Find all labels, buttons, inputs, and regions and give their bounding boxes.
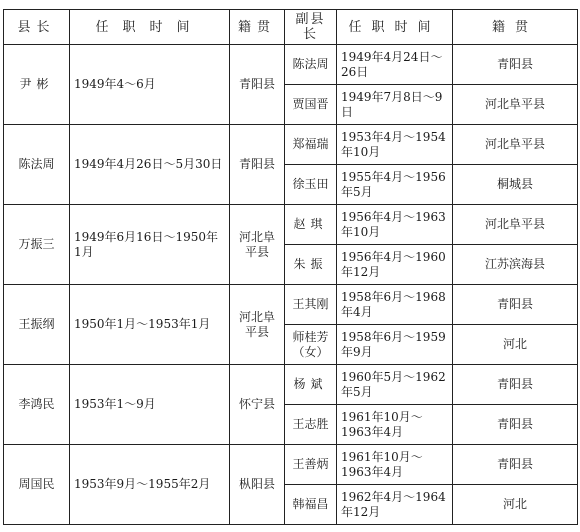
deputy-term: 1955年4月～1956年5月 [337,165,453,205]
deputy-term: 1956年4月～1963年10月 [337,205,453,245]
deputy-origin: 青阳县 [453,405,578,445]
deputy-term: 1961年10月～1963年4月 [337,405,453,445]
county-head-term: 1949年4月26日～5月30日 [70,125,230,205]
header-deputy-term: 任职时间 [337,10,453,45]
deputy-origin: 河北 [453,485,578,525]
deputy-term: 1953年4月～1954年10月 [337,125,453,165]
deputy-origin: 青阳县 [453,445,578,485]
deputy-name: 贾国晋 [285,85,337,125]
deputy-origin: 青阳县 [453,285,578,325]
table-row [4,285,578,325]
county-head-name: 万振三 [4,205,70,285]
header-row [4,10,578,45]
deputy-term: 1949年4月24日～26日 [337,45,453,85]
county-head-origin: 青阳县 [230,125,285,205]
county-head-term: 1953年1～9月 [70,365,230,445]
deputy-name: 王其刚 [285,285,337,325]
deputy-origin: 桐城县 [453,165,578,205]
county-head-origin: 怀宁县 [230,365,285,445]
deputy-term: 1958年6月～1968年4月 [337,285,453,325]
deputy-name: 朱振 [285,245,337,285]
deputy-name: 陈法周 [285,45,337,85]
county-head-name: 周国民 [4,445,70,525]
deputy-name: 杨斌 [285,365,337,405]
deputy-origin: 青阳县 [453,45,578,85]
table-row [4,45,578,85]
county-head-origin: 青阳县 [230,45,285,125]
header-deputy-origin: 籍贯 [453,10,578,45]
deputy-term: 1961年10月～1963年4月 [337,445,453,485]
deputy-name: 郑福瑞 [285,125,337,165]
table-row [4,365,578,405]
header-origin: 籍贯 [230,10,285,45]
county-head-name: 尹彬 [4,45,70,125]
header-deputy: 副县长 [285,10,337,45]
deputy-name: 韩福昌 [285,485,337,525]
county-head-term: 1950年1月～1953年1月 [70,285,230,365]
deputy-term: 1960年5月～1962年5月 [337,365,453,405]
county-head-name: 王振纲 [4,285,70,365]
deputy-name: 徐玉田 [285,165,337,205]
deputy-origin: 河北阜平县 [453,205,578,245]
county-head-term: 1949年4～6月 [70,45,230,125]
deputy-term: 1956年4月～1960年12月 [337,245,453,285]
county-head-origin: 河北阜平县 [230,285,285,365]
county-head-name: 陈法周 [4,125,70,205]
table-row [4,205,578,245]
deputy-name: 师桂芳（女） [285,325,337,365]
deputy-origin: 河北阜平县 [453,125,578,165]
header-county-head: 县长 [4,10,70,45]
deputy-name: 王志胜 [285,405,337,445]
deputy-name: 王善炳 [285,445,337,485]
table-row [4,445,578,485]
deputy-name: 赵琪 [285,205,337,245]
deputy-term: 1949年7月8日～9日 [337,85,453,125]
county-head-term: 1949年6月16日～1950年1月 [70,205,230,285]
deputy-origin: 青阳县 [453,365,578,405]
county-head-term: 1953年9月～1955年2月 [70,445,230,525]
deputy-term: 1958年6月～1959年9月 [337,325,453,365]
deputy-origin: 河北阜平县 [453,85,578,125]
deputy-origin: 河北 [453,325,578,365]
table-row [4,125,578,165]
deputy-term: 1962年4月～1964年12月 [337,485,453,525]
county-head-origin: 河北阜平县 [230,205,285,285]
header-term: 任职时间 [70,10,230,45]
county-officials-table [3,9,578,525]
county-head-name: 李鸿民 [4,365,70,445]
county-head-origin: 枞阳县 [230,445,285,525]
deputy-origin: 江苏滨海县 [453,245,578,285]
